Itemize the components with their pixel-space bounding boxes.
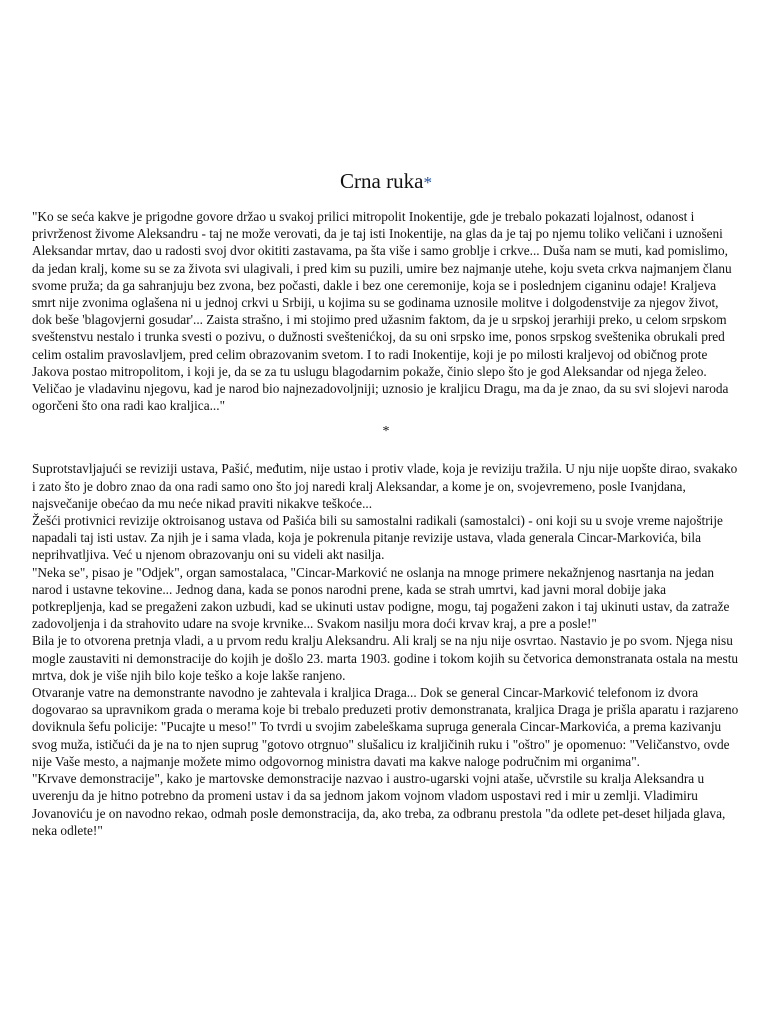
section-separator: * [382,424,390,440]
paragraph-3: "Neka se", pisao je "Odjek", organ samostalaca, "Cincar-Marković ne oslanja na mnoge primere nekažnjenog nasrtanja na jedan narod i ustavne tekovine... Jednog dana, kada se ponos narodni prene, kada se strah umrtvi, kad javni moral dobije jaka potkrepljenja, kad se pregaženi zakon uzbudi, kad se ukinuti ustav podigne, mogu, taj pogaženi zakon i taj ukinuti ustav, da zatraže zadovoljenja i da strahovito udare na svoje krvnike... Svakom nasilju mora doći krvav kraj, a pre a posle!" [32,564,730,632]
paragraph-1: Suprotstavljajući se reviziji ustava, Pašić, međutim, nije ustao i protiv vlade, koja je reviziju tražila. U nju nije uopšte dirao, svakako i zato što je dobro znao da ona radi samo ono što joj naredi kralj Aleksandar, a kome je on, svojevremeno, posle Ivanjdana, najsvečanije obećao da mu neće nikad praviti nikakve teškoće... [32,461,738,511]
page-title [32,168,740,196]
quote-paragraph: "Ko se seća kakve je prigodne govore držao u svakoj prilici mitropolit Inokentije, gde je trebalo pokazati lojalnost, odanost i privrženost živome Aleksandru - taj ne može verovati, da je taj isti Inokentije, na glas da je taj po njemu toliko veličani i uznošeni Aleksandar mrtav, dao u radosti svoj dvor okititi zastavama, pa šta više i samo groblje i crkve... Duša nam se muti, kad pomislimo, da jedan kralj, kome su se za života svi ulagivali, i pred kim su puzili, umire bez najmanje utehe, koju sveta crkva najmanjem članu svome pruža; da ga sahranjuju bez zvona, bez počasti, dakle i bez one ceremonije, koja se i poslednjem ciganinu odaje! Kraljeva smrt nije zvonima oglašena ni u jednoj crkvi u Srbiji, u kojima su se godinama uznosile molitve i dolgodenstvije za njegov život, dok beše 'blagovjerni gosudar'... Zaista strašno, i mi stojimo pred užasnim faktom, da je u srpskoj jerarhiji preko, u celom srpskom sveštenstvu nestalo i trunka svesti o pozivu, o dužnosti sveštenićkoj, da su oni srpsko ime, ponos srpskog sveštenika obrukali pred celim ostalim pravoslavljem, pred celim obrazovanim svetom. I to radi Inokentije, koji je po milosti kraljevoj od običnog prote Jakova postao mitropolitom, i koji je, da se za tu uslugu blagodarnim pokaže, činio slepo što je god Aleksandar od njega želeo. Veličao je vladavinu njegovu, kad je narod bio najnezadovoljniji; uznosio je kraljicu Dragu, ma da je znao, da su svi slojevi naroda ogorčeni što ona radi kao kraljica..." [32,209,732,414]
title-text: Crna ruka [340,169,424,193]
footnote-marker-link[interactable]: * [423,173,432,192]
paragraph-5: Otvaranje vatre na demonstrante navodno je zahtevala i kraljica Draga... Dok se general Cincar-Marković telefonom iz dvora dogovarao sa upravnikom grada o merama koje bi trebalo preduzeti protiv demonstranata, kraljica Draga je prišla aparatu i razjareno doviknula šefu policije: "Pucajte u meso!" To tvrdi u svojim zabeleškama supruga generala Cincar-Markovića, a prema kazivanju svog muža, ističući da je na to njen suprug "gotovo otrgnuo" slušalicu iz kraljičinih ruku i "oštro" je opomenuo: "Veličanstvo, ovde nije Vaše mesto, a najmanje možete mimo odgovornog ministra davati ma kakve naloge područnim mi organima". [32,685,739,769]
document-page [32,168,740,839]
paragraph-2: Žešći protivnici revizije oktroisanog ustava od Pašića bili su samostalni radikali (samostalci) - oni koji su u svoje vreme najoštrije napadali taj isti ustav. Za njih je i sama vlada, koja je pokrenula pitanje revizije ustava, vlada generala Cincar-Markovića, bila neprihvatljiva. Već u njenom obrazovanju oni su videli akt nasilja. [32,513,723,563]
paragraph-4: Bila je to otvorena pretnja vladi, a u prvom redu kralju Aleksandru. Ali kralj se na nju nije osvrtao. Nastavio je po svom. Njega nisu mogle zaustaviti ni demonstracije do kojih je došlo 23. marta 1903. godine i tokom kojih su četvorica demonstranata ostala na mestu mrtva, dok je više njih bilo koje teško a koje lakše ranjeno. [32,633,739,683]
body-text [32,460,740,838]
paragraph-6: "Krvave demonstracije", kako je martovske demonstracije nazvao i austro-ugarski vojni ataše, učvrstile su kralja Aleksandra u uverenju da je hitno potrebno da promeni ustav i da sa jednom jakom vojnom vladom uspostavi red i mir u zemlji. Vladimiru Jovanoviću je on navodno rekao, odmah posle demonstracija, da, ako treba, za odbranu prestola "da odlete pet-deset hiljada glava, neka odlete!" [32,771,726,838]
